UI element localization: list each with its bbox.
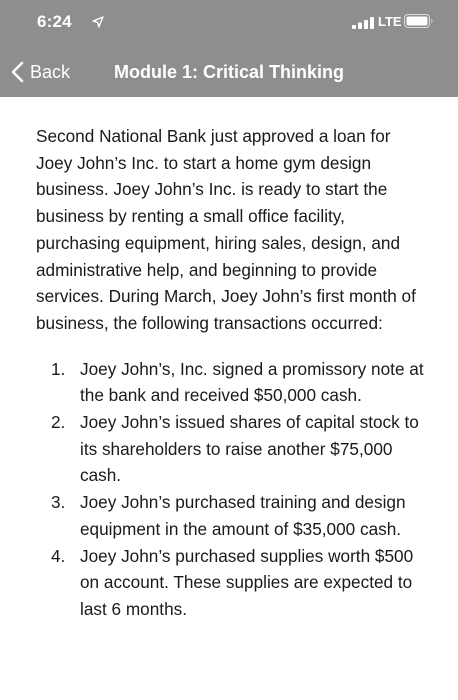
list-item-number: 1.	[51, 358, 66, 379]
intro-paragraph: Second National Bank just approved a loan for Joey John’s Inc. to start a home gym design business. Joey John’s Inc. is ready to start the business by renting a small office facility, purchasing equipment, hiring sales, design, and administrative help, and beginning to provide services. During March, Joey John’s first month of business, the following transactions occurred:	[36, 126, 416, 333]
chevron-left-icon	[10, 61, 24, 83]
list-item-text: Joey John’s purchased supplies worth $500 on account. These supplies are expected to last 6 months.	[80, 545, 414, 619]
app-header	[0, 0, 458, 97]
page-title: Module 1: Critical Thinking	[114, 62, 345, 82]
back-button-label: Back	[30, 61, 71, 82]
battery-icon	[404, 14, 434, 33]
list-item-text: Joey John’s issued shares of capital stock to its shareholders to raise another $75,000 cash.	[80, 412, 419, 486]
list-item	[36, 409, 428, 489]
location-arrow-icon	[92, 15, 104, 33]
list-item-number: 4.	[51, 545, 66, 566]
status-bar	[0, 0, 458, 44]
list-item	[36, 543, 428, 623]
list-item-number: 2.	[51, 412, 66, 433]
list-item	[36, 356, 428, 409]
module-content	[36, 123, 428, 623]
signal-strength-icon	[352, 16, 374, 34]
list-item-text: Joey John’s purchased training and design equipment in the amount of $35,000 cash.	[80, 492, 406, 539]
list-item-number: 3.	[51, 492, 66, 513]
list-item	[36, 489, 428, 542]
navigation-bar	[0, 50, 458, 94]
back-button[interactable]	[10, 58, 70, 86]
network-type-label: LTE	[378, 14, 402, 29]
transaction-list	[36, 356, 428, 623]
list-item-text: Joey John’s, Inc. signed a promissory note at the bank and received $50,000 cash.	[80, 358, 424, 406]
status-time: 6:24	[37, 12, 72, 31]
